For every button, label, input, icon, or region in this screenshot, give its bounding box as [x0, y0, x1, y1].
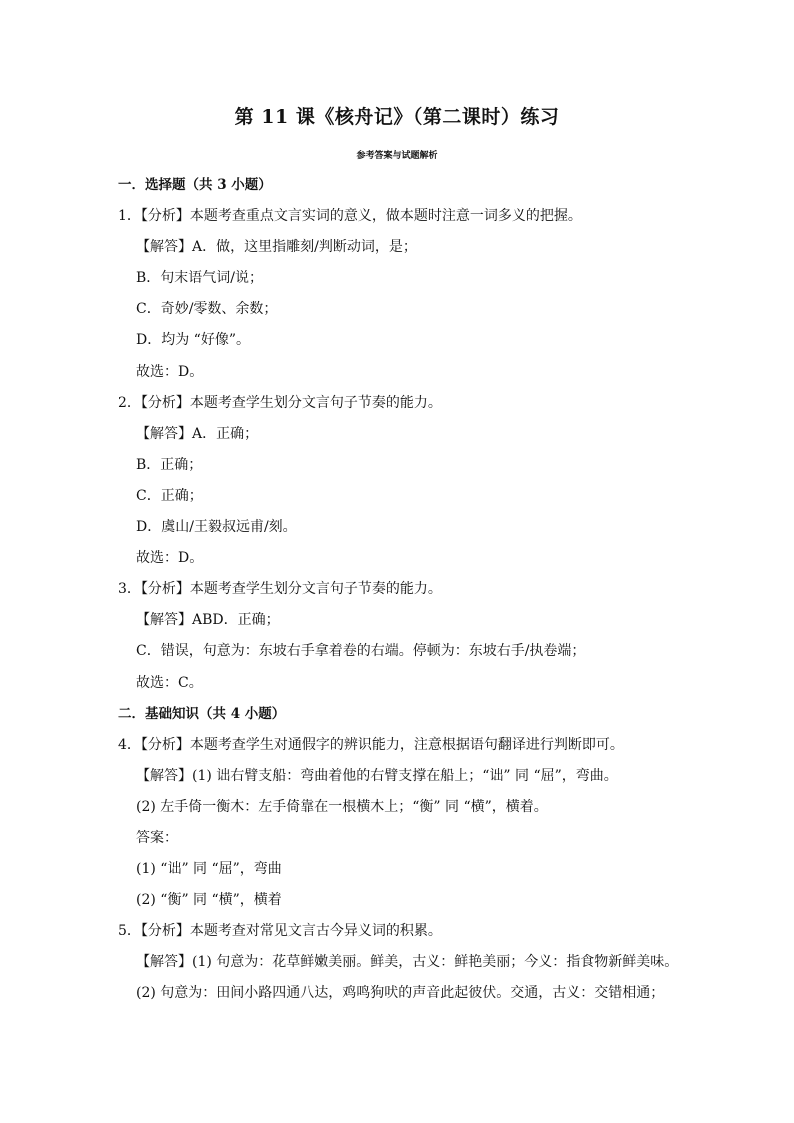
- text-line: C．正确；: [136, 487, 203, 504]
- text-line: 5．【分析】本题考查对常见文言古今异义词的积累。: [118, 923, 442, 940]
- text-line: 2．【分析】本题考查学生划分文言句子节奏的能力。: [118, 394, 442, 411]
- text-line: C．错误，句意为：东坡右手拿着卷的右端。停顿为：东坡右手/执卷端；: [136, 643, 586, 660]
- text-line: B．正确；: [136, 456, 203, 473]
- text-line: 【解答】(1) 诎右臂支船：弯曲着他的右臂支撑在船上；“诎” 同 “屈”，弯曲。: [136, 767, 618, 784]
- page-subtitle: 参考答案与试题解析: [356, 151, 438, 161]
- text-line: B．句末语气词/说；: [136, 270, 264, 287]
- text-line: 1．【分析】本题考查重点文言实词的意义，做本题时注意一词多义的把握。: [118, 208, 582, 225]
- text-line: 【解答】ABD．正确；: [136, 612, 280, 629]
- text-line: 答案：: [136, 829, 178, 846]
- section-heading: 一．选择题（共 3 小题）: [118, 177, 272, 193]
- text-line: 【解答】(1) 句意为：花草鲜嫩美丽。鲜美，古义：鲜艳美丽；今义：指食物新鲜美味。: [136, 954, 679, 971]
- text-line: 【解答】A．正确；: [136, 425, 259, 442]
- text-line: D．均为 “好像”。: [136, 332, 250, 349]
- text-line: 4．【分析】本题考查学生对通假字的辨识能力，注意根据语句翻译进行判断即可。: [118, 736, 624, 753]
- text-line: (1) “诎” 同 “屈”，弯曲: [136, 861, 282, 878]
- text-line: 3．【分析】本题考查学生划分文言句子节奏的能力。: [118, 581, 442, 598]
- text-line: (2) “衡” 同 “横”，横着: [136, 892, 282, 909]
- text-line: C．奇妙/零数、余数；: [136, 301, 278, 318]
- text-line: 故选：D。: [136, 550, 204, 567]
- text-line: 故选：D。: [136, 363, 204, 380]
- document-body: [118, 170, 718, 1010]
- page-title: 第 11 课《核舟记》（第二课时）练习: [234, 106, 560, 128]
- text-line: D．虞山/王毅叔远甫/刻。: [136, 519, 297, 536]
- section-heading: 二．基础知识（共 4 小题）: [118, 705, 286, 722]
- text-line: 故选：C。: [136, 674, 203, 691]
- text-line: (2) 句意为：田间小路四通八达，鸡鸣狗吠的声音此起彼伏。交通，古义：交错相通；: [136, 985, 665, 1002]
- text-line: 【解答】A．做，这里指雕刻/判断动词，是；: [136, 239, 417, 256]
- text-line: (2) 左手倚一衡木：左手倚靠在一根横木上；“衡” 同 “横”，横着。: [136, 798, 548, 815]
